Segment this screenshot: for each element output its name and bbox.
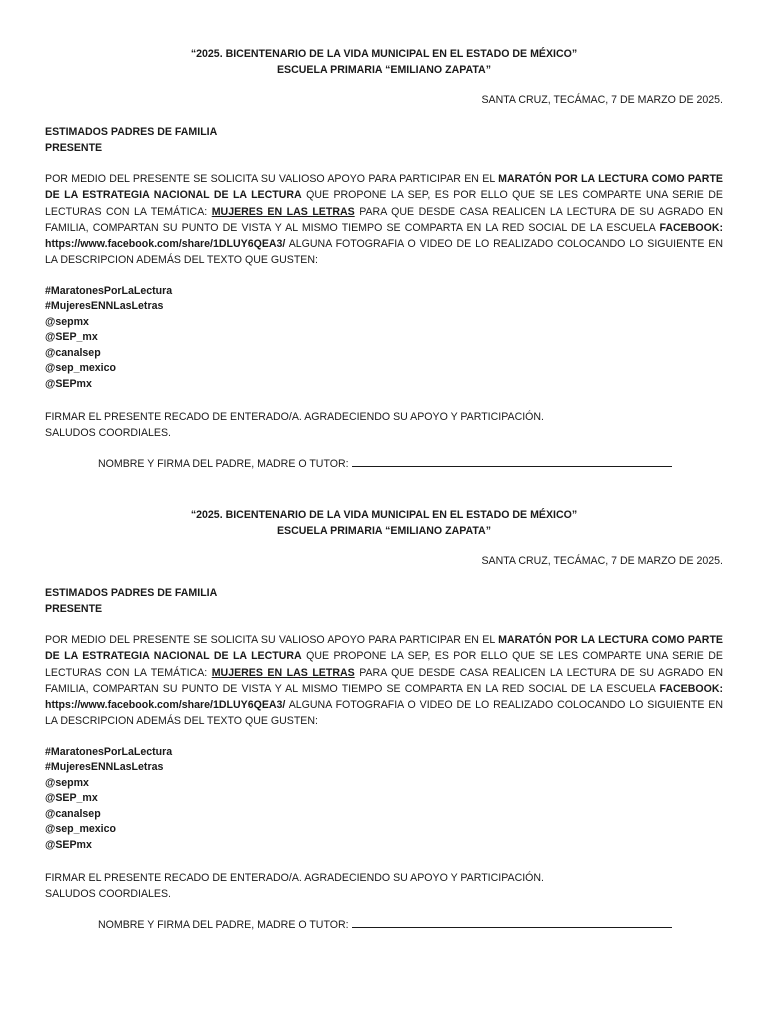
signature-line[interactable] xyxy=(352,457,672,467)
mention: @sepmx xyxy=(45,315,89,328)
hashtag: #MaratonesPorLaLectura xyxy=(45,745,173,758)
signature-row xyxy=(45,917,723,933)
body-event: MARATÓN POR LA LECTURA COMO PARTE DE LA ESTRATEGIA NACIONAL DE LA LECTURA xyxy=(45,634,723,663)
mention: @canalsep xyxy=(45,346,101,359)
body-theme: MUJERES EN LAS LETRAS xyxy=(211,666,355,679)
body-mid-2: PARA QUE DESDE CASA REALICEN LA LECTURA DE SU AGRADO EN FAMILIA, COMPARTAN SU PUNTO DE VISTA Y AL MISMO TIEMPO SE COMPARTA EN LA RED SOCIAL DE LA ESCUELA xyxy=(45,205,724,234)
mention: @SEP_mx xyxy=(45,331,98,344)
notice-closing xyxy=(45,870,723,902)
hashtag-list xyxy=(45,745,723,854)
notice-body xyxy=(45,632,723,730)
salutation-line-1: ESTIMADOS PADRES DE FAMILIA xyxy=(45,126,218,138)
closing-line-2: SALUDOS COORDIALES. xyxy=(45,887,171,900)
mention: @sepmx xyxy=(45,776,89,789)
parent-notice-2 xyxy=(45,507,723,933)
body-intro: POR MEDIO DEL PRESENTE SE SOLICITA SU VALIOSO APOYO PARA PARTICIPAR EN EL xyxy=(45,634,499,646)
body-event: MARATÓN POR LA LECTURA COMO PARTE DE LA ESTRATEGIA NACIONAL DE LA LECTURA xyxy=(45,173,723,202)
header-line-1: “2025. BICENTENARIO DE LA VIDA MUNICIPAL EN EL ESTADO DE MÉXICO” xyxy=(190,48,578,60)
salutation-line-1: ESTIMADOS PADRES DE FAMILIA xyxy=(45,587,218,599)
body-outro: ALGUNA FOTOGRAFIA O VIDEO DE LO REALIZADO COLOCANDO LO SIGUIENTE EN LA DESCRIPCION ADEMÁS DEL TEXTO QUE GUSTEN: xyxy=(45,238,723,267)
hashtag-list xyxy=(45,284,723,393)
hashtag: #MujeresENNLasLetras xyxy=(45,761,164,774)
hashtag: #MaratonesPorLaLectura xyxy=(45,284,173,297)
header-line-1: “2025. BICENTENARIO DE LA VIDA MUNICIPAL EN EL ESTADO DE MÉXICO” xyxy=(190,509,578,521)
body-facebook-link[interactable]: FACEBOOK: https://www.facebook.com/share/1DLUY6QEA3/ xyxy=(45,682,723,711)
signature-label: NOMBRE Y FIRMA DEL PADRE, MADRE O TUTOR: xyxy=(98,918,349,931)
closing-line-1: FIRMAR EL PRESENTE RECADO DE ENTERADO/A. AGRADECIENDO SU APOYO Y PARTICIPACIÓN. xyxy=(45,871,544,884)
mention: @SEP_mx xyxy=(45,792,98,805)
mention: @sep_mexico xyxy=(45,362,116,375)
notice-salutation xyxy=(45,585,723,617)
notice-date: SANTA CRUZ, TECÁMAC, 7 DE MARZO DE 2025. xyxy=(481,555,723,567)
notice-closing xyxy=(45,409,723,441)
mention: @SEPmx xyxy=(45,839,92,852)
salutation-line-2: PRESENTE xyxy=(45,603,103,615)
header-line-2: ESCUELA PRIMARIA “EMILIANO ZAPATA” xyxy=(276,525,492,537)
mention: @SEPmx xyxy=(45,378,92,391)
mention: @canalsep xyxy=(45,807,101,820)
notice-date: SANTA CRUZ, TECÁMAC, 7 DE MARZO DE 2025. xyxy=(481,94,723,106)
salutation-line-2: PRESENTE xyxy=(45,142,103,154)
body-mid-1: QUE PROPONE LA SEP, ES POR ELLO QUE SE LES COMPARTE UNA SERIE DE LECTURAS CON LA TEMÁTICA: xyxy=(45,650,723,679)
notice-salutation xyxy=(45,124,723,156)
signature-label: NOMBRE Y FIRMA DEL PADRE, MADRE O TUTOR: xyxy=(98,457,349,470)
mention: @sep_mexico xyxy=(45,823,116,836)
signature-line[interactable] xyxy=(352,918,672,928)
signature-row xyxy=(45,456,723,472)
notice-header xyxy=(45,46,723,78)
body-facebook-link[interactable]: FACEBOOK: https://www.facebook.com/share/1DLUY6QEA3/ xyxy=(45,221,723,250)
notice-header xyxy=(45,507,723,539)
notice-body xyxy=(45,171,723,269)
body-theme: MUJERES EN LAS LETRAS xyxy=(211,205,355,218)
body-intro: POR MEDIO DEL PRESENTE SE SOLICITA SU VALIOSO APOYO PARA PARTICIPAR EN EL xyxy=(45,173,499,185)
closing-line-1: FIRMAR EL PRESENTE RECADO DE ENTERADO/A. AGRADECIENDO SU APOYO Y PARTICIPACIÓN. xyxy=(45,410,544,423)
parent-notice-1 xyxy=(45,46,723,472)
hashtag: #MujeresENNLasLetras xyxy=(45,300,164,313)
body-mid-1: QUE PROPONE LA SEP, ES POR ELLO QUE SE LES COMPARTE UNA SERIE DE LECTURAS CON LA TEMÁTICA: xyxy=(45,189,723,218)
closing-line-2: SALUDOS COORDIALES. xyxy=(45,426,171,439)
body-mid-2: PARA QUE DESDE CASA REALICEN LA LECTURA DE SU AGRADO EN FAMILIA, COMPARTAN SU PUNTO DE VISTA Y AL MISMO TIEMPO SE COMPARTA EN LA RED SOCIAL DE LA ESCUELA xyxy=(45,666,724,695)
header-line-2: ESCUELA PRIMARIA “EMILIANO ZAPATA” xyxy=(276,64,492,76)
body-outro: ALGUNA FOTOGRAFIA O VIDEO DE LO REALIZADO COLOCANDO LO SIGUIENTE EN LA DESCRIPCION ADEMÁS DEL TEXTO QUE GUSTEN: xyxy=(45,699,723,728)
